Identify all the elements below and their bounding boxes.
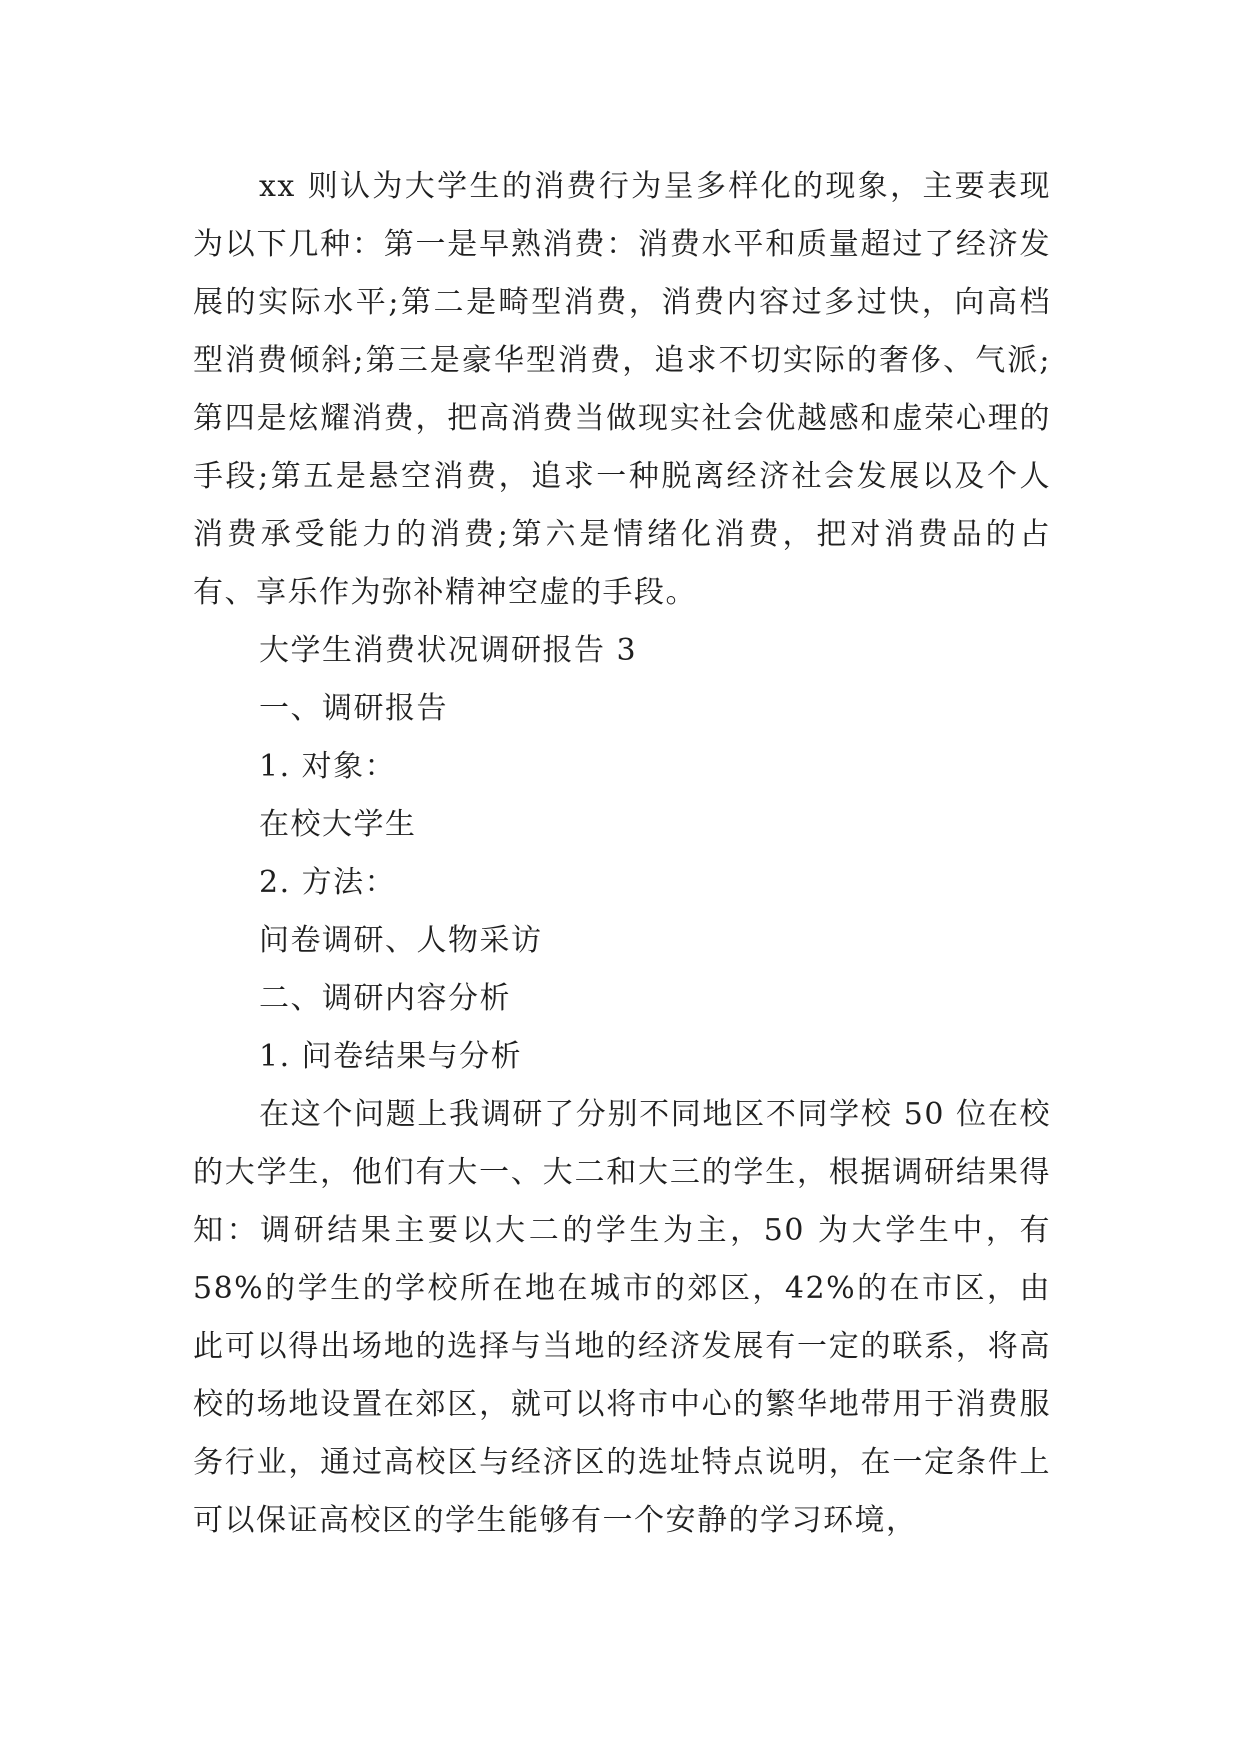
document-body xyxy=(193,158,1051,1550)
subsection-heading-survey-results: 1. 问卷结果与分析 xyxy=(259,1039,523,1074)
survey-results-paragraph: 在这个问题上我调研了分别不同地区不同学校 50 位在校的大学生，他们有大一、大二和大三的学生，根据调研结果得知：调研结果主要以大二的学生为主，50 为大学生中，有 58%的学生的学校所在地在城市的郊区，42%的在市区，由此可以得出场地的选择与当地的经济发展有一定的联系，将高校的场地设置在郊区，就可以将市中心的繁华地带用于消费服务行业，通过高校区与经济区的选址特点说明，在一定条件上可以保证高校区的学生能够有一个安静的学习环境， xyxy=(193,1097,1051,1538)
consumption-types-paragraph: xx 则认为大学生的消费行为呈多样化的现象，主要表现为以下几种：第一是早熟消费：消费水平和质量超过了经济发展的实际水平;第二是畸型消费，消费内容过多过快，向高档型消费倾斜;第三是豪华型消费，追求不切实际的奢侈、气派;第四是炫耀消费，把高消费当做现实社会优越感和虚荣心理的手段;第五是悬空消费，追求一种脱离经济社会发展以及个人消费承受能力的消费;第六是情绪化消费，把对消费品的占有、享乐作为弥补精神空虚的手段。 xyxy=(193,169,1051,610)
item-method-label: 2. 方法： xyxy=(259,865,397,900)
section-heading-content-analysis: 二、调研内容分析 xyxy=(259,981,511,1016)
report-title: 大学生消费状况调研报告 3 xyxy=(259,633,638,668)
item-subject-label: 1. 对象： xyxy=(259,749,397,784)
section-heading-research-report: 一、调研报告 xyxy=(259,691,448,726)
item-method-value: 问卷调研、人物采访 xyxy=(259,923,543,958)
item-subject-value: 在校大学生 xyxy=(259,807,417,842)
